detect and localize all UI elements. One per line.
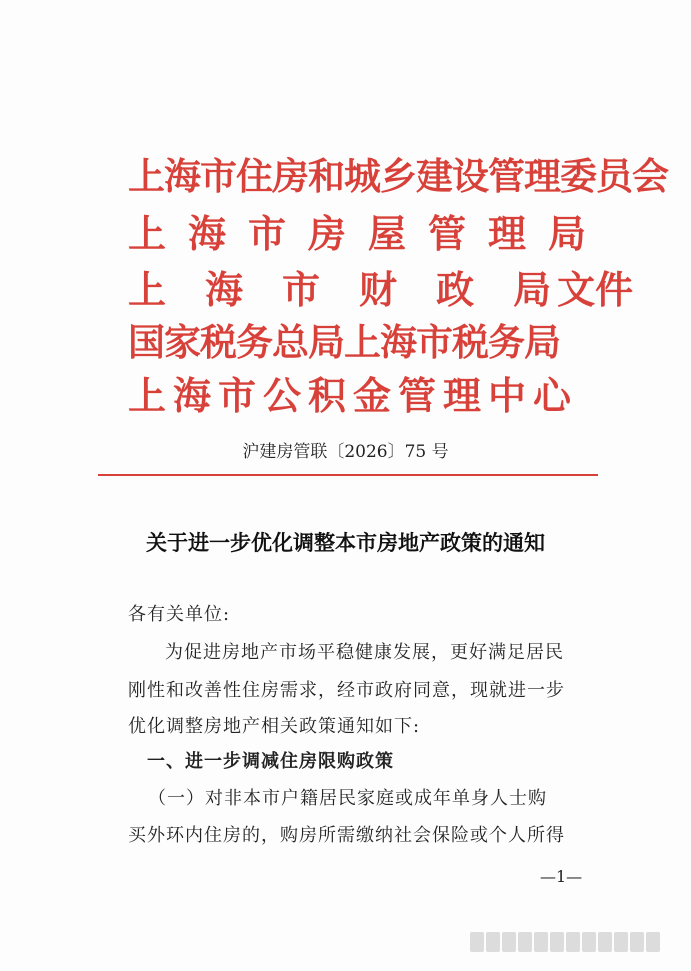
document-title: 关于进一步优化调整本市房地产政策的通知 [146, 531, 545, 555]
document-number: 沪建房管联〔2026〕75 号 [242, 442, 449, 462]
issuer-line-3-char: 局 [513, 268, 552, 312]
issuer-line-5: 上海市公积金管理中心 [128, 374, 579, 418]
issuer-line-3-char: 海 [205, 268, 244, 312]
issuer-line-3-char: 上 [128, 268, 167, 312]
issuer-line-3-char: 政 [436, 268, 475, 312]
issuer-line-2: 上海市房屋管理局 [128, 212, 609, 256]
issuer-line-4: 国家税务总局上海市税务局 [128, 321, 560, 364]
issuer-line-3-suffix: 文件 [557, 268, 634, 312]
watermark [470, 930, 680, 954]
paragraph-2-line-1: （一）对非本市户籍居民家庭或成年单身人士购 [148, 788, 547, 809]
red-divider-line [98, 474, 598, 476]
paragraph-1-line-1: 为促进房地产市场平稳健康发展，更好满足居民 [165, 642, 564, 663]
paragraph-1-line-3: 优化调整房地产相关政策通知如下: [128, 716, 421, 737]
section-heading-1: 一、进一步调减住房限购政策 [147, 751, 394, 772]
page-number: —1— [540, 867, 583, 886]
salutation: 各有关单位: [128, 604, 231, 625]
issuer-line-3-char: 财 [359, 268, 398, 312]
issuer-line-3-chars [128, 268, 557, 312]
issuer-line-3 [128, 268, 634, 312]
issuer-line-1: 上海市住房和城乡建设管理委员会 [128, 155, 668, 198]
issuer-line-3-char: 市 [282, 268, 321, 312]
paragraph-1-line-2: 刚性和改善性住房需求，经市政府同意，现就进一步 [128, 680, 565, 701]
paragraph-2-line-2: 买外环内住房的，购房所需缴纳社会保险或个人所得 [128, 825, 565, 846]
